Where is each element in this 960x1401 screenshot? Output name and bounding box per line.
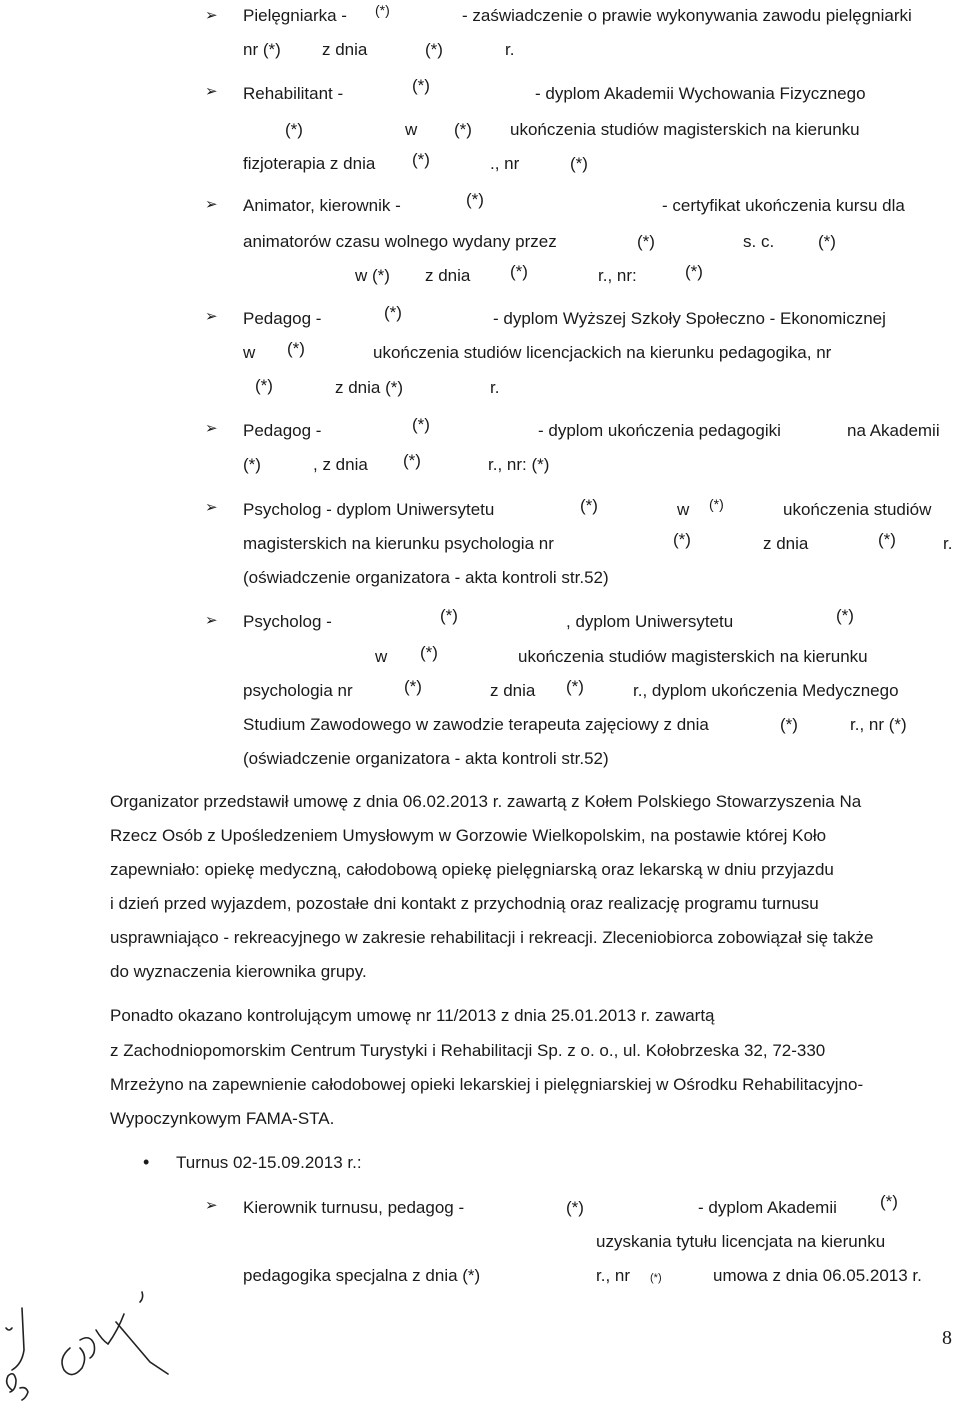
paragraph-line: Rzecz Osób z Upośledzeniem Umysłowym w Gorzowie Wielkopolskim, na postawie której Koło: [110, 826, 827, 845]
text-line: r.: [490, 378, 500, 397]
text-line: ukończenia studiów magisterskich na kierunku: [518, 647, 868, 666]
redaction-mark: (*): [673, 530, 691, 549]
text-line: Studium Zawodowego w zawodzie terapeuta zajęciowy z dnia: [243, 715, 709, 734]
paragraph-line: Mrzeżyno na zapewnienie całodobowej opieki lekarskiej i pielęgniarskiej w Ośrodku Rehabilitacyjno-: [110, 1075, 864, 1094]
text-line: z dnia: [763, 534, 809, 553]
redaction-mark: (*): [780, 715, 798, 734]
text-line: z dnia (*): [335, 378, 404, 397]
text-line: w: [405, 120, 418, 139]
text-line: , dyplom Uniwersytetu: [566, 612, 734, 631]
text-line: z dnia: [425, 266, 471, 285]
text-line: nr (*): [243, 40, 281, 59]
text-line: ukończenia studiów: [783, 500, 932, 519]
text-line: r., dyplom ukończenia Medycznego: [633, 681, 899, 700]
text-line: - dyplom Wyższej Szkoły Społeczno - Ekonomicznej: [493, 309, 886, 328]
text-line: r., nr (*): [850, 715, 907, 734]
paragraph-line: Organizator przedstawił umowę z dnia 06.02.2013 r. zawartą z Kołem Polskiego Stowarzyszenia Na: [110, 792, 862, 811]
redaction-mark: (*): [466, 190, 484, 209]
text-line: animatorów czasu wolnego wydany przez: [243, 232, 557, 251]
paragraph-line: usprawniająco - rekreacyjnego w zakresie rehabilitacji i rekreacji. Zleceniobiorca zobowiązał się także: [110, 928, 874, 947]
paragraph-line: i dzień przed wyjazdem, pozostałe dni kontakt z przychodnią oraz realizację programu turnusu: [110, 894, 819, 913]
redaction-mark: (*): [412, 150, 430, 169]
redaction-mark: (*): [650, 1272, 662, 1284]
text-line: ukończenia studiów magisterskich na kierunku: [510, 120, 860, 139]
text-line: na Akademii: [847, 421, 940, 440]
arrow-bullet: ➢: [205, 7, 218, 24]
arrow-bullet: ➢: [205, 1197, 218, 1214]
text-line: r., nr: (*): [488, 455, 550, 474]
text-line: r., nr: [596, 1266, 631, 1285]
text-line: Kierownik turnusu, pedagog -: [243, 1198, 465, 1217]
redaction-mark: (*): [566, 677, 584, 696]
text-line: r.: [505, 40, 515, 59]
text-line: umowa z dnia 06.05.2013 r.: [713, 1266, 922, 1285]
text-line: ., nr: [490, 154, 520, 173]
text-line: magisterskich na kierunku psychologia nr: [243, 534, 554, 553]
text-line: psychologia nr: [243, 681, 353, 700]
page-number: 8: [942, 1327, 952, 1349]
redaction-mark: (*): [566, 1198, 584, 1217]
redaction-mark: (*): [880, 1192, 898, 1211]
text-line: s. c.: [743, 232, 775, 251]
text-line: - dyplom Akademii: [698, 1198, 837, 1217]
redaction-mark: (*): [384, 303, 402, 322]
redaction-mark: (*): [570, 154, 588, 173]
text-line: Pedagog -: [243, 309, 322, 328]
redaction-mark: (*): [637, 232, 655, 251]
handwritten-signature: [0, 1290, 200, 1401]
text-line: w: [677, 500, 690, 519]
paragraph-line: zapewniało: opiekę medyczną, całodobową opiekę pielęgniarską oraz lekarską w dniu przyjazdu: [110, 860, 834, 879]
redaction-mark: (*): [285, 120, 303, 139]
text-line: - dyplom Akademii Wychowania Fizycznego: [535, 84, 866, 103]
text-line: Psycholog - dyplom Uniwersytetu: [243, 500, 495, 519]
text-line: - zaświadczenie o prawie wykonywania zawodu pielęgniarki: [462, 6, 912, 25]
text-line: z dnia: [322, 40, 368, 59]
arrow-bullet: ➢: [205, 83, 218, 100]
paragraph-line: z Zachodniopomorskim Centrum Turystyki i Rehabilitacji Sp. z o. o., ul. Kołobrzeska 32, 72-330: [110, 1041, 826, 1060]
arrow-bullet: ➢: [205, 196, 218, 213]
redaction-mark: (*): [420, 643, 438, 662]
redaction-mark: (*): [454, 120, 472, 139]
text-line: w (*): [355, 266, 390, 285]
text-line: - certyfikat ukończenia kursu dla: [662, 196, 905, 215]
paragraph-line: do wyznaczenia kierownika grupy.: [110, 962, 367, 981]
arrow-bullet: ➢: [205, 420, 218, 437]
redaction-mark: (*): [243, 455, 261, 474]
redaction-mark: (*): [580, 496, 598, 515]
section-heading: Turnus 02-15.09.2013 r.:: [176, 1153, 362, 1172]
text-line: Animator, kierownik -: [243, 196, 401, 215]
redaction-mark: (*): [404, 677, 422, 696]
text-line: Psycholog -: [243, 612, 332, 631]
text-line: Rehabilitant -: [243, 84, 344, 103]
redaction-mark: (*): [287, 339, 305, 358]
redaction-mark: (*): [836, 606, 854, 625]
arrow-bullet: ➢: [205, 499, 218, 516]
text-line: (oświadczenie organizatora - akta kontroli str.52): [243, 749, 609, 768]
redaction-mark: (*): [412, 76, 430, 95]
text-line: w: [375, 647, 388, 666]
text-line: ukończenia studiów licencjackich na kierunku pedagogika, nr: [373, 343, 832, 362]
redaction-mark: (*): [510, 262, 528, 281]
arrow-bullet: ➢: [205, 308, 218, 325]
dot-bullet: •: [143, 1152, 150, 1172]
arrow-bullet: ➢: [205, 612, 218, 629]
redaction-mark: (*): [425, 40, 443, 59]
paragraph-line: Ponadto okazano kontrolującym umowę nr 11/2013 z dnia 25.01.2013 r. zawartą: [110, 1006, 715, 1025]
text-line: , z dnia: [313, 455, 368, 474]
text-line: r., nr:: [598, 266, 637, 285]
redaction-mark: (*): [412, 415, 430, 434]
text-line: - dyplom ukończenia pedagogiki: [538, 421, 781, 440]
redaction-mark: (*): [878, 530, 896, 549]
text-line: pedagogika specjalna z dnia (*): [243, 1266, 481, 1285]
text-line: uzyskania tytułu licencjata na kierunku: [596, 1232, 886, 1251]
redaction-mark: (*): [818, 232, 836, 251]
redaction-mark: (*): [375, 2, 390, 18]
redaction-mark: (*): [709, 496, 724, 512]
redaction-mark: (*): [255, 376, 273, 395]
text-line: Pielęgniarka -: [243, 6, 347, 25]
text-line: (oświadczenie organizatora - akta kontroli str.52): [243, 568, 609, 587]
text-line: fizjoterapia z dnia: [243, 154, 376, 173]
text-line: w: [243, 343, 256, 362]
text-line: r.: [943, 534, 953, 553]
paragraph-line: Wypoczynkowym FAMA-STA.: [110, 1109, 335, 1128]
redaction-mark: (*): [440, 606, 458, 625]
redaction-mark: (*): [685, 262, 703, 281]
redaction-mark: (*): [403, 451, 421, 470]
text-line: z dnia: [490, 681, 536, 700]
text-line: Pedagog -: [243, 421, 322, 440]
